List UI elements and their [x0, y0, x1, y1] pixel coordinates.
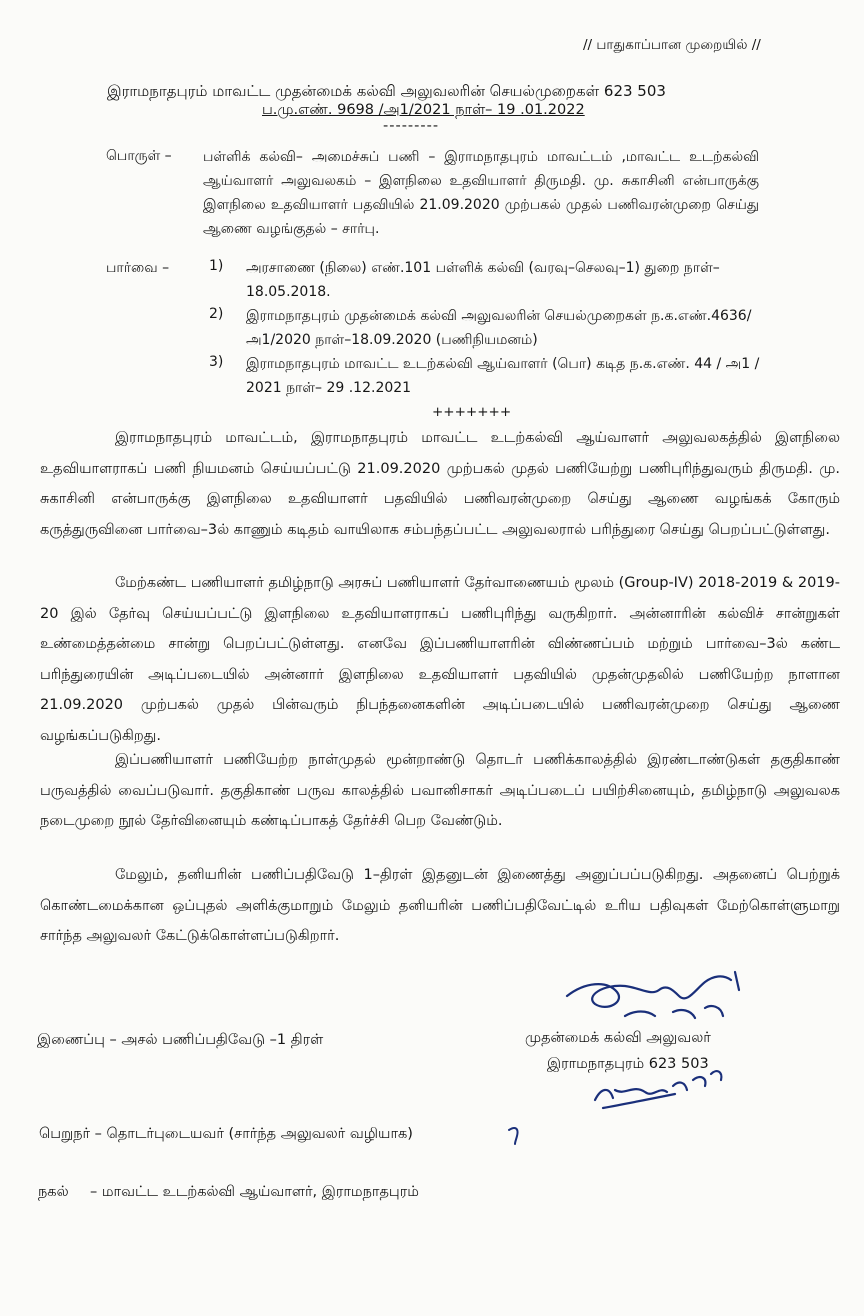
reference-1-text: அரசாணை (நிலை) எண்.101 பள்ளிக் கல்வி (வரவு–செலவு–1) துறை நாள்–18.05.2018.	[246, 260, 720, 300]
subject-text: பள்ளிக் கல்வி– அமைச்சுப் பணி – இராமநாதபுரம் மாவட்டம் ,மாவட்ட உடற்கல்வி ஆய்வாளர் அலுவலகம் – இளநிலை உதவியாளர் திருமதி. மு. சுகாசினி என்பாருக்கு இளநிலை உதவியாளர் பதவியில் 21.09.2020 முற்பகல் முதல் பணிவரன்முறை செய்து ஆணை வழங்குதல் – சார்பு.	[203, 149, 759, 237]
reference-number: ப.மு.எண். 9698 /அ1/2021 நாள்– 19 .01.2022	[262, 102, 585, 118]
body-paragraph-2: மேற்கண்ட பணியாளர் தமிழ்நாடு அரசுப் பணியாளர் தேர்வாணையம் மூலம் (Group-IV) 2018-2019 & 2019-20 இல் தேர்வு செய்யப்பட்டு இளநிலை உதவியாளராகப் பணிபுரிந்து வருகிறார். அன்னாரின் கல்விச் சான்றுகள் உண்மைத்தன்மை சான்று பெறப்பட்டுள்ளது. எனவே இப்பணியாளரின் விண்ணப்பம் மற்றும் பார்வை–3ல் கண்ட பரிந்துரையின் அடிப்படையில் அன்னார் இளநிலை உதவியாளர் பதவியில் முதன்முதலில் பணியேற்ற நாளான 21.09.2020 முற்பகல் முதல் பின்வரும் நிபந்தனைகளின் அடிப்படையில் பணிவரன்முறை செய்து ஆணை வழங்கப்படுகிறது.	[40, 575, 840, 744]
reference-3-number: 3)	[209, 354, 224, 370]
header-divider: ---------	[383, 118, 440, 134]
copy-to-label: நகல்	[38, 1184, 69, 1200]
enclosure-note: இணைப்பு – அசல் பணிப்பதிவேடு –1 திரள்	[37, 1032, 324, 1048]
office-heading: இராமநாதபுரம் மாவட்ட முதன்மைக் கல்வி அலுவலரின் செயல்முறைகள் 623 503	[107, 82, 666, 100]
reference-3-text: இராமநாதபுரம் மாவட்ட உடற்கல்வி ஆய்வாளர் (பொ) கடித ந.க.எண். 44 / அ1 / 2021 நாள்– 29 .12.2021	[246, 356, 760, 396]
body-paragraph-4: மேலும், தனியரின் பணிப்பதிவேடு 1–திரள் இதனுடன் இணைத்து அனுப்பப்படுகிறது. அதனைப் பெற்றுக் கொண்டமைக்கான ஒப்புதல் அளிக்குமாறும் மேலும் தனியரின் பணிப்பதிவேட்டில் உரிய பதிவுகள் மேற்கொள்ளுமாறு சார்ந்த அலுவலர் கேட்டுக்கொள்ளப்படுகிறார்.	[40, 867, 840, 944]
copy-to-text: – மாவட்ட உடற்கல்வி ஆய்வாளர், இராமநாதபுரம்	[90, 1184, 419, 1200]
references-label: பார்வை –	[106, 260, 170, 276]
reference-1-number: 1)	[209, 258, 224, 274]
signatory-place: இராமநாதபுரம் 623 503	[547, 1056, 709, 1072]
security-note: // பாதுகாப்பான முறையில் //	[583, 37, 761, 53]
references-divider: +++++++	[432, 404, 512, 420]
tick-mark-icon	[505, 1122, 527, 1146]
reference-2-number: 2)	[209, 306, 224, 322]
body-paragraph-3: இப்பணியாளர் பணியேற்ற நாள்முதல் மூன்றாண்டு தொடர் பணிக்காலத்தில் இரண்டாண்டுகள் தகுதிகாண் பருவத்தில் வைப்படுவார். தகுதிகாண் பருவ காலத்தில் பவானிசாகர் அடிப்படைப் பயிற்சினையும், தமிழ்நாடு அலுவலக நடைமுறை நூல் தேர்வினையும் கண்டிப்பாகத் தேர்ச்சி பெற வேண்டும்.	[40, 752, 840, 829]
subject-label: பொருள் –	[106, 148, 172, 164]
signatory-title: முதன்மைக் கல்வி அலுவலர்	[525, 1030, 711, 1046]
recipient-line: பெறுநர் – தொடர்புடையவர் (சார்ந்த அலுவலர் வழியாக)	[39, 1126, 413, 1142]
reference-2-text: இராமநாதபுரம் முதன்மைக் கல்வி அலுவலரின் செயல்முறைகள் ந.க.எண்.4636/அ1/2020 நாள்–18.09.2020 (பணிநியமனம்)	[246, 308, 752, 348]
body-paragraph-1: இராமநாதபுரம் மாவட்டம், இராமநாதபுரம் மாவட்ட உடற்கல்வி ஆய்வாளர் அலுவலகத்தில் இளநிலை உதவியாளராகப் பணி நியமனம் செய்யப்பட்டு 21.09.2020 முற்பகல் முதல் பணியேற்று பணிபுரிந்துவரும் திருமதி. மு. சுகாசினி என்பாருக்கு இளநிலை உதவியாளர் பதவியில் பணிவரன்முறை செய்து ஆணை வழங்கக் கோரும் கருத்துருவினை பார்வை–3ல் காணும் கடிதம் வாயிலாக சம்பந்தப்பட்ட அலுவலரால் பரிந்துரை செய்து பெறப்பட்டுள்ளது.	[40, 430, 840, 538]
